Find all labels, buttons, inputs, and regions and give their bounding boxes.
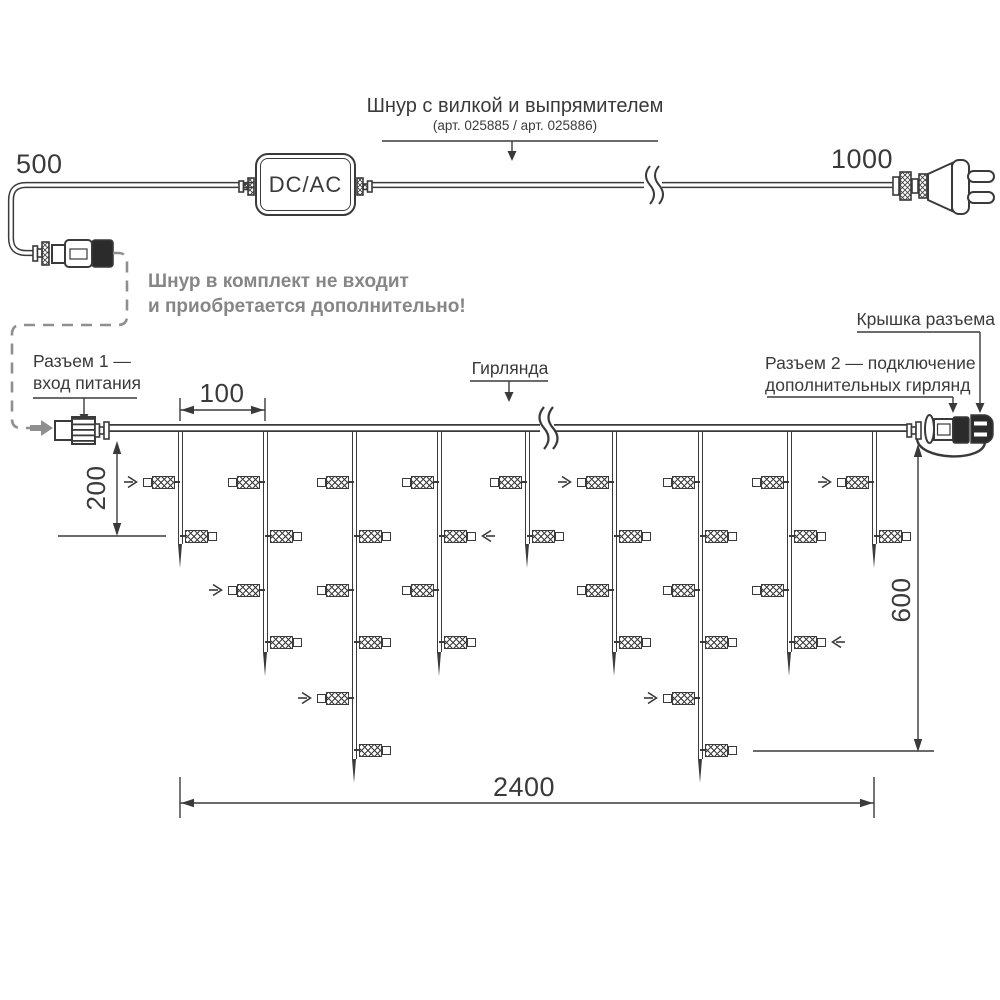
light-bulb <box>532 530 555 543</box>
light-bulb <box>794 636 817 649</box>
garland-drop <box>612 432 617 652</box>
light-cap <box>402 478 411 487</box>
light-cap <box>382 532 391 541</box>
light-bulb <box>761 476 784 489</box>
direction-arrow-icon <box>298 691 314 705</box>
light-bulb <box>672 584 695 597</box>
light-cap <box>642 638 651 647</box>
light-stub <box>784 481 789 484</box>
light-cap <box>728 532 737 541</box>
garland-drop-tip <box>698 759 702 783</box>
light-bulb <box>359 636 382 649</box>
dim-100-label: 100 <box>199 378 245 408</box>
garland-drop-tip <box>178 544 182 568</box>
connector2-line1: Разъем 2 — подключение <box>765 353 976 373</box>
connector1-line1: Разъем 1 — <box>33 351 131 371</box>
light-bulb <box>237 584 260 597</box>
light-bulb <box>326 584 349 597</box>
direction-arrow-icon <box>558 475 574 489</box>
light-stub <box>869 481 874 484</box>
light-bulb <box>794 530 817 543</box>
light-stub <box>434 481 439 484</box>
light-bulb <box>705 636 728 649</box>
direction-arrow-icon <box>209 583 225 597</box>
dim-600-label: 600 <box>885 577 916 623</box>
light-cap <box>555 532 564 541</box>
light-cap <box>817 532 826 541</box>
direction-arrow-icon <box>818 475 834 489</box>
light-stub <box>175 481 180 484</box>
light-bulb <box>705 530 728 543</box>
cord-label-sku: (арт. 025885 / арт. 025886) <box>432 118 598 133</box>
garland-drop-tip <box>872 544 876 568</box>
light-bulb <box>270 636 293 649</box>
light-stub <box>260 589 265 592</box>
garland-drop <box>263 432 268 652</box>
light-cap <box>642 532 651 541</box>
light-bulb <box>185 530 208 543</box>
light-stub <box>695 481 700 484</box>
light-cap <box>663 478 672 487</box>
light-bulb <box>619 530 642 543</box>
light-stub <box>784 589 789 592</box>
connector2-label <box>765 352 976 396</box>
light-bulb <box>586 584 609 597</box>
light-stub <box>349 589 354 592</box>
light-cap <box>490 478 499 487</box>
garland-drop-tip <box>437 652 441 676</box>
garland-label: Гирлянда <box>471 358 549 378</box>
dim-500-label: 500 <box>16 149 63 179</box>
connector1-line2: вход питания <box>33 373 141 393</box>
light-stub <box>349 697 354 700</box>
garland-drop-tip <box>352 759 356 783</box>
garland-drop <box>178 432 183 544</box>
light-bulb <box>411 476 434 489</box>
cap-label: Крышка разъема <box>856 309 995 329</box>
light-bulb <box>326 476 349 489</box>
direction-arrow-icon <box>124 475 140 489</box>
light-cap <box>228 478 237 487</box>
note-text <box>148 269 466 319</box>
light-cap <box>293 638 302 647</box>
light-cap <box>208 532 217 541</box>
light-cap <box>663 586 672 595</box>
light-cap <box>752 478 761 487</box>
connector2-line2: дополнительных гирлянд <box>765 375 971 395</box>
garland-drop <box>872 432 877 544</box>
light-cap <box>752 586 761 595</box>
direction-arrow-icon <box>479 529 495 543</box>
light-cap <box>728 746 737 755</box>
garland-drop <box>787 432 792 652</box>
light-bulb <box>846 476 869 489</box>
light-cap <box>467 532 476 541</box>
garland-drop-tip <box>612 652 616 676</box>
light-bulb <box>237 476 260 489</box>
cord-label-title: Шнур с вилкой и выпрямителем <box>366 95 664 117</box>
light-cap <box>837 478 846 487</box>
connector1-label <box>33 350 141 394</box>
direction-arrow-icon <box>829 635 845 649</box>
light-cap <box>143 478 152 487</box>
light-cap <box>382 638 391 647</box>
light-bulb <box>761 584 784 597</box>
dim-2400-label: 2400 <box>492 772 556 802</box>
light-stub <box>260 481 265 484</box>
light-cap <box>467 638 476 647</box>
light-cap <box>577 586 586 595</box>
direction-arrow-icon <box>644 691 660 705</box>
light-cap <box>317 586 326 595</box>
light-stub <box>609 589 614 592</box>
dcac-label: DC/AC <box>260 158 351 211</box>
light-cap <box>663 694 672 703</box>
light-bulb <box>499 476 522 489</box>
light-bulb <box>672 476 695 489</box>
light-bulb <box>326 692 349 705</box>
light-cap <box>293 532 302 541</box>
light-bulb <box>359 530 382 543</box>
note-line1: Шнур в комплект не входит <box>148 271 409 292</box>
light-cap <box>577 478 586 487</box>
light-cap <box>317 478 326 487</box>
dcac-adapter <box>255 153 356 216</box>
garland-drop-tip <box>525 544 529 568</box>
light-stub <box>695 589 700 592</box>
light-stub <box>695 697 700 700</box>
light-bulb <box>411 584 434 597</box>
light-stub <box>609 481 614 484</box>
light-cap <box>902 532 911 541</box>
garland-drop-tip <box>787 652 791 676</box>
dim-200-label: 200 <box>80 465 111 511</box>
light-bulb <box>444 530 467 543</box>
light-cap <box>228 586 237 595</box>
light-stub <box>434 589 439 592</box>
garland-drop <box>437 432 442 652</box>
light-cap <box>817 638 826 647</box>
light-bulb <box>270 530 293 543</box>
light-cap <box>402 586 411 595</box>
light-bulb <box>444 636 467 649</box>
note-line2: и приобретается дополнительно! <box>148 296 466 317</box>
dim-1000-label: 1000 <box>831 144 894 174</box>
light-bulb <box>586 476 609 489</box>
light-bulb <box>672 692 695 705</box>
light-bulb <box>705 744 728 757</box>
light-bulb <box>879 530 902 543</box>
light-bulb <box>619 636 642 649</box>
light-cap <box>728 638 737 647</box>
garland-drop <box>525 432 530 544</box>
light-bulb <box>359 744 382 757</box>
light-cap <box>317 694 326 703</box>
light-cap <box>382 746 391 755</box>
light-bulb <box>152 476 175 489</box>
light-stub <box>349 481 354 484</box>
garland-drop-tip <box>263 652 267 676</box>
light-stub <box>522 481 527 484</box>
